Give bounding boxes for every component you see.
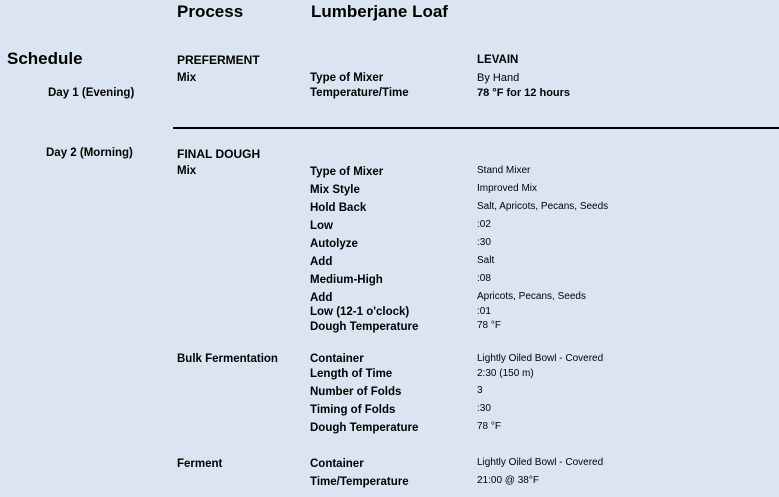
row-label: Container — [310, 353, 364, 365]
preferment-heading: PREFERMENT — [177, 53, 260, 67]
row-value: :30 — [477, 237, 491, 248]
day2-label: Day 2 (Morning) — [46, 147, 133, 159]
section-divider — [173, 127, 779, 129]
process-heading: Process — [177, 2, 244, 21]
row-label: Mix Style — [310, 184, 360, 196]
row-label: Dough Temperature — [310, 422, 419, 434]
row-label: Type of Mixer — [310, 166, 384, 178]
row-label: Add — [310, 292, 333, 304]
row-label: Low — [310, 220, 333, 232]
row-value: Improved Mix — [477, 183, 538, 194]
row-label: Temperature/Time — [310, 87, 409, 99]
row-value: Stand Mixer — [477, 165, 531, 176]
preferment-step-mix: Mix — [177, 72, 197, 84]
row-label: Hold Back — [310, 202, 367, 214]
recipe-title: Lumberjane Loaf — [311, 2, 448, 21]
row-value: Lightly Oiled Bowl - Covered — [477, 353, 604, 364]
row-label: Type of Mixer — [310, 72, 384, 84]
row-label: Autolyze — [310, 238, 358, 250]
day1-label: Day 1 (Evening) — [48, 87, 135, 99]
levain-heading: LEVAIN — [477, 54, 519, 66]
row-value: Apricots, Pecans, Seeds — [477, 291, 586, 302]
row-value: 78 °F — [477, 421, 502, 432]
row-label: Low (12-1 o'clock) — [310, 306, 410, 318]
row-value: :30 — [477, 403, 491, 414]
bulk-fermentation-step: Bulk Fermentation — [177, 353, 278, 365]
row-label: Number of Folds — [310, 386, 402, 398]
row-value: Salt — [477, 255, 495, 266]
row-label: Timing of Folds — [310, 404, 396, 416]
row-value: 3 — [477, 385, 483, 396]
row-value: By Hand — [477, 72, 520, 84]
row-value: 78 °F for 12 hours — [477, 87, 571, 99]
row-label: Dough Temperature — [310, 321, 419, 333]
row-value: :01 — [477, 306, 491, 317]
final-dough-heading: FINAL DOUGH — [177, 147, 261, 161]
schedule-heading: Schedule — [7, 49, 83, 68]
row-value: :02 — [477, 219, 491, 230]
ferment-step: Ferment — [177, 458, 223, 470]
row-value: 78 °F — [477, 320, 502, 331]
row-value: 2:30 (150 m) — [477, 368, 534, 379]
row-value: :08 — [477, 273, 491, 284]
final-dough-step-mix: Mix — [177, 165, 197, 177]
row-label: Time/Temperature — [310, 476, 409, 488]
row-value: Salt, Apricots, Pecans, Seeds — [477, 201, 609, 212]
row-value: Lightly Oiled Bowl - Covered — [477, 457, 604, 468]
row-label: Medium-High — [310, 274, 383, 286]
row-value: 21:00 @ 38°F — [477, 475, 539, 486]
row-label: Container — [310, 458, 364, 470]
row-label: Add — [310, 256, 333, 268]
row-label: Length of Time — [310, 368, 393, 380]
